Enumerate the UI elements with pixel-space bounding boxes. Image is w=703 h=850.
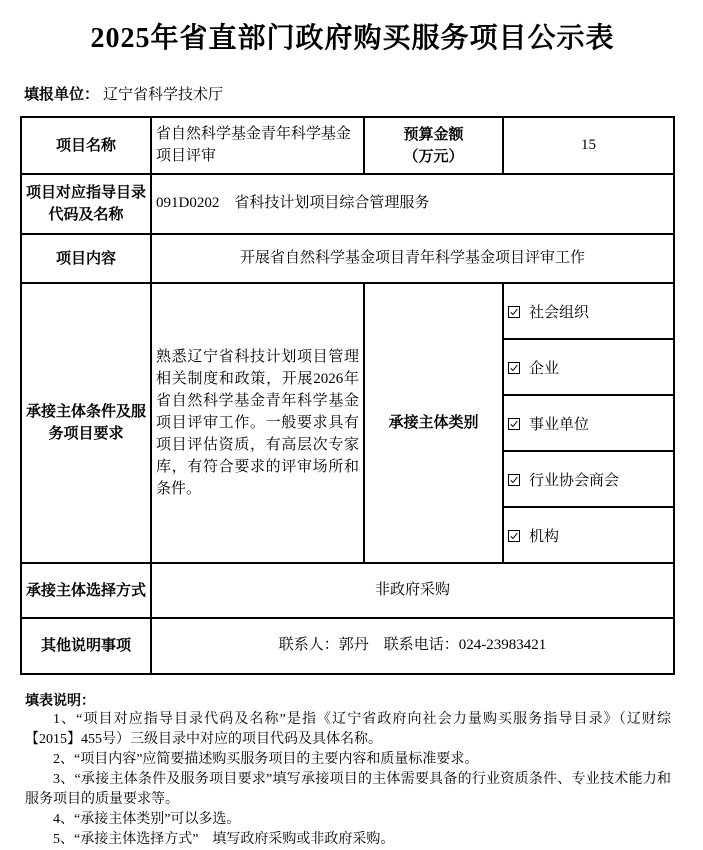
checked-checkbox-icon (508, 362, 520, 374)
budget-value: 15 (503, 117, 674, 174)
page-title: 2025年省直部门政府购买服务项目公示表 (90, 23, 615, 54)
form-instructions (20, 690, 685, 850)
instruction-item: 3、“承接主体条件及服务项目要求”填写承接项目的主体需要具备的行业资质条件、专业技术能力和服务项目的质量要求等。 (25, 772, 671, 807)
project-form-table (20, 116, 675, 675)
category-option-enterprise (503, 339, 674, 395)
category-option-social-org (503, 283, 674, 339)
budget-label (364, 117, 503, 174)
form-instructions-heading: 填表说明： (25, 692, 95, 708)
instruction-item: 5、“承接主体选择方式” 填写政府采购或非政府采购。 (53, 832, 395, 847)
category-option-label: 社会组织 (529, 304, 590, 321)
other-notes-value: 联系人：郭丹 联系电话：024-23983421 (151, 618, 674, 674)
checked-checkbox-icon (508, 306, 520, 318)
catalog-label: 项目对应指导目录代码及名称 (21, 174, 151, 234)
requirements-label: 承接主体条件及服务项目要求 (21, 283, 151, 563)
instruction-item: 1、“项目对应指导目录代码及名称”是指《辽宁省政府向社会力量购买服务指导目录》（辽财综【2015】455号）三级目录中对应的项目代码及具体名称。 (25, 712, 671, 747)
category-option-label: 机构 (529, 528, 560, 545)
category-option-label: 事业单位 (529, 416, 590, 433)
row-requirements (21, 283, 674, 339)
row-content (21, 234, 674, 283)
project-name-label: 项目名称 (21, 117, 151, 174)
selection-method-value: 非政府采购 (151, 563, 674, 618)
content-label: 项目内容 (21, 234, 151, 283)
budget-label-text: 预算金额 (403, 125, 464, 143)
catalog-value: 091D0202 省科技计划项目综合管理服务 (151, 174, 674, 234)
row-selection-method (21, 563, 674, 618)
category-label: 承接主体类别 (364, 283, 503, 563)
reporting-unit-line (20, 86, 685, 104)
content-value: 开展省自然科学基金项目青年科学基金项目评审工作 (151, 234, 674, 283)
project-name-value: 省自然科学基金青年科学基金项目评审 (151, 117, 364, 174)
row-other-notes (21, 618, 674, 674)
category-option-organization (503, 507, 674, 563)
other-notes-label: 其他说明事项 (21, 618, 151, 674)
row-catalog (21, 174, 674, 234)
category-option-industry-association (503, 451, 674, 507)
requirements-value: 熟悉辽宁省科技计划项目管理相关制度和政策，开展2026年省自然科学基金青年科学基金项目评审工作。一般要求具有项目评估资质，有高层次专家库，有符合要求的评审场所和条件。 (151, 283, 364, 563)
checked-checkbox-icon (508, 530, 520, 542)
reporting-unit-label: 填报单位： (24, 86, 100, 103)
category-option-label: 企业 (529, 360, 560, 377)
selection-method-label: 承接主体选择方式 (21, 563, 151, 618)
row-project-name (21, 117, 674, 174)
instruction-item: 4、“承接主体类别”可以多选。 (53, 812, 241, 827)
instruction-item: 2、“项目内容”应简要描述购买服务项目的主要内容和质量标准要求。 (53, 752, 479, 767)
reporting-unit-value: 辽宁省科学技术厅 (103, 87, 224, 103)
checked-checkbox-icon (508, 418, 520, 430)
category-option-label: 行业协会商会 (529, 472, 620, 489)
category-option-public-institution (503, 395, 674, 451)
budget-unit-text: （万元） (403, 147, 464, 165)
checked-checkbox-icon (508, 474, 520, 486)
